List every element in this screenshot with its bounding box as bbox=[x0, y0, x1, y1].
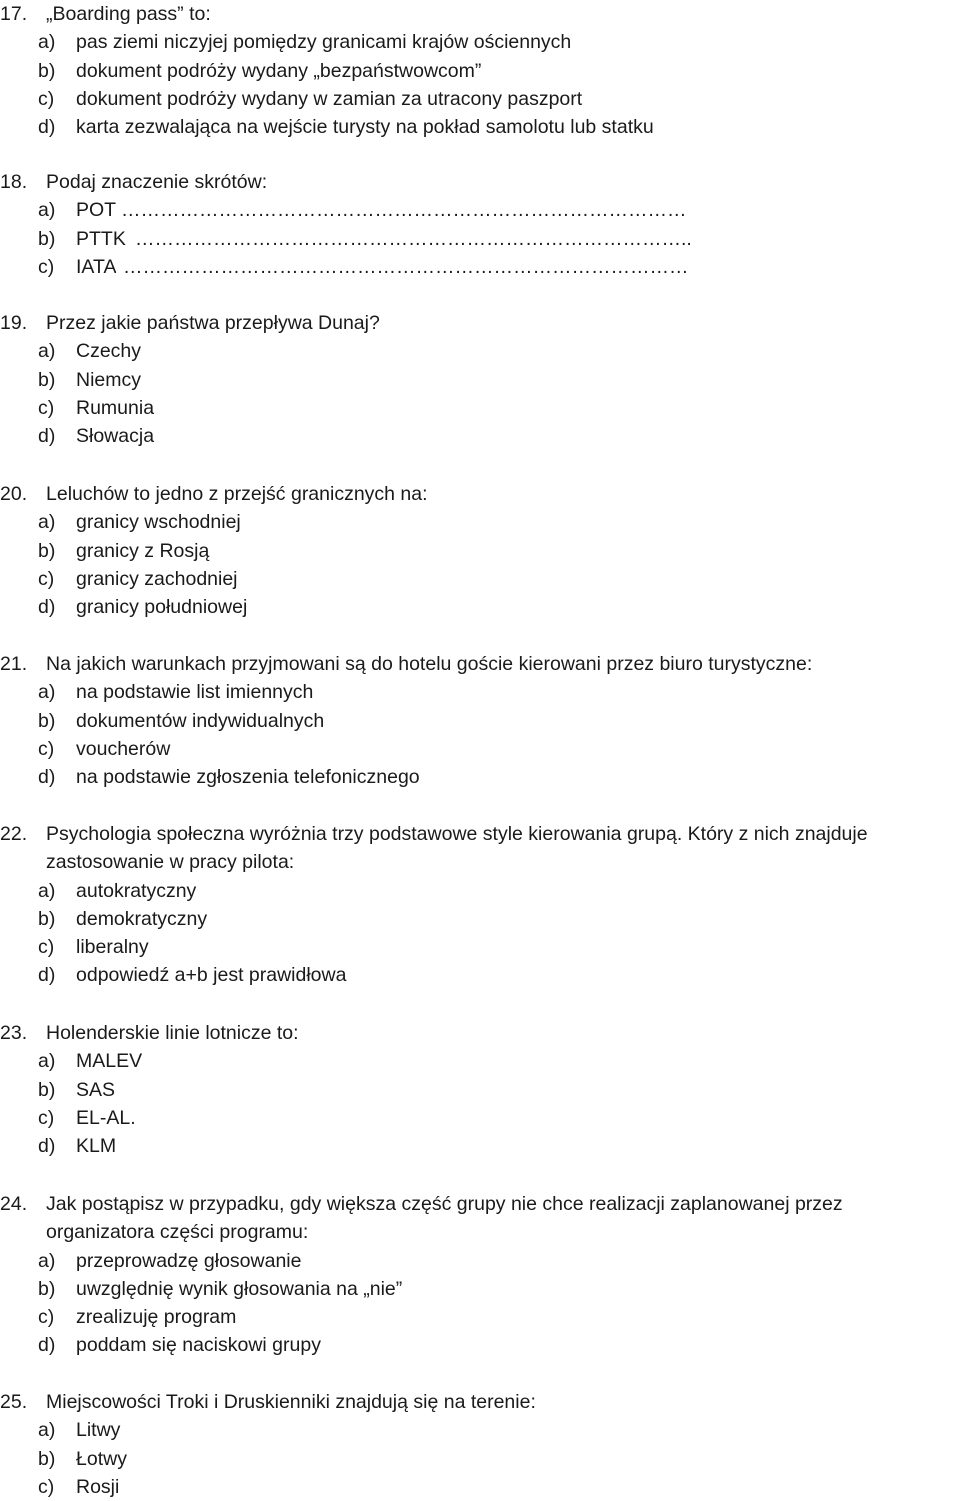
option-text: granicy południowej bbox=[76, 596, 248, 619]
option-letter: c) bbox=[38, 396, 55, 419]
question-text: Przez jakie państwa przepływa Dunaj? bbox=[46, 312, 380, 334]
answer-option bbox=[0, 1132, 955, 1160]
option-text: karta zezwalająca na wejście turysty na pokład samolotu lub statku bbox=[76, 116, 654, 139]
answer-option bbox=[0, 537, 955, 565]
option-letter: c) bbox=[38, 87, 55, 110]
option-text: demokratyczny bbox=[76, 907, 208, 930]
answer-option bbox=[0, 933, 955, 961]
option-text: przeprowadzę głosowanie bbox=[76, 1249, 302, 1272]
question-header bbox=[0, 480, 955, 508]
option-letter: a) bbox=[38, 199, 56, 222]
option-letter: b) bbox=[38, 1447, 56, 1470]
option-letter: b) bbox=[38, 227, 56, 250]
question-header bbox=[0, 650, 955, 678]
question-text: Na jakich warunkach przyjmowani są do hotelu goście kierowani przez biuro turystyczne: bbox=[46, 653, 813, 675]
answer-option bbox=[0, 1247, 955, 1275]
option-letter: a) bbox=[38, 879, 56, 902]
answer-option bbox=[0, 28, 955, 56]
question-23 bbox=[0, 1019, 955, 1160]
question-number: 25. bbox=[0, 1391, 28, 1413]
question-number: 18. bbox=[0, 171, 28, 193]
question-number: 20. bbox=[0, 483, 28, 505]
question-text: „Boarding pass” to: bbox=[46, 3, 211, 25]
question-19 bbox=[0, 309, 955, 450]
option-text: Czechy bbox=[76, 340, 142, 363]
answer-option bbox=[0, 1104, 955, 1132]
option-letter: d) bbox=[38, 425, 56, 448]
option-letter: b) bbox=[38, 1078, 56, 1101]
option-letter: a) bbox=[38, 1419, 56, 1442]
option-text: Łotwy bbox=[76, 1447, 127, 1470]
option-letter: c) bbox=[38, 1106, 55, 1129]
option-text: odpowiedź a+b jest prawidłowa bbox=[76, 964, 347, 987]
answer-blank-dots: ………………………………………………………………………….. bbox=[135, 227, 692, 250]
question-header bbox=[0, 309, 955, 337]
answer-option bbox=[0, 225, 955, 253]
answer-option bbox=[0, 1303, 955, 1331]
question-text-continuation bbox=[0, 848, 955, 876]
answer-option bbox=[0, 394, 955, 422]
answer-option bbox=[0, 1331, 955, 1359]
question-text: Leluchów to jedno z przejść granicznych na: bbox=[46, 483, 428, 505]
option-text: Słowacja bbox=[76, 425, 155, 448]
option-text: pas ziemi niczyjej pomiędzy granicami krajów ościennych bbox=[76, 31, 572, 54]
option-text: dokument podróży wydany „bezpaństwowcom” bbox=[76, 59, 482, 82]
answer-option bbox=[0, 85, 955, 113]
question-header bbox=[0, 168, 955, 196]
answer-option bbox=[0, 565, 955, 593]
question-number: 17. bbox=[0, 3, 28, 25]
option-letter: d) bbox=[38, 116, 56, 139]
option-letter: d) bbox=[38, 1334, 56, 1357]
option-letter: a) bbox=[38, 1050, 56, 1073]
answer-blank-dots: …………………………………………………………………………… bbox=[121, 199, 687, 222]
option-text: na podstawie zgłoszenia telefonicznego bbox=[76, 766, 420, 789]
answer-option bbox=[0, 253, 955, 281]
option-letter: a) bbox=[38, 511, 56, 534]
question-text: Podaj znaczenie skrótów: bbox=[46, 171, 268, 193]
option-letter: b) bbox=[38, 59, 56, 82]
option-letter: b) bbox=[38, 1277, 56, 1300]
option-letter: d) bbox=[38, 596, 56, 619]
option-text: Rumunia bbox=[76, 396, 155, 419]
question-number: 22. bbox=[0, 823, 28, 845]
question-number: 23. bbox=[0, 1022, 28, 1044]
option-text: EL-AL. bbox=[76, 1106, 136, 1129]
question-number: 19. bbox=[0, 312, 28, 334]
option-letter: b) bbox=[38, 368, 56, 391]
question-20 bbox=[0, 480, 955, 621]
option-letter: a) bbox=[38, 681, 56, 704]
option-text: Litwy bbox=[76, 1419, 121, 1442]
question-text: Holenderskie linie lotnicze to: bbox=[46, 1022, 299, 1044]
answer-option bbox=[0, 1473, 955, 1501]
option-letter: d) bbox=[38, 766, 56, 789]
question-text: Jak postąpisz w przypadku, gdy większa część grupy nie chce realizacji zaplanowanej przez bbox=[46, 1193, 843, 1215]
abbreviation-text: POT bbox=[76, 199, 117, 222]
option-text: dokumentów indywidualnych bbox=[76, 709, 325, 732]
option-text: granicy zachodniej bbox=[76, 567, 238, 590]
answer-option bbox=[0, 57, 955, 85]
option-text: liberalny bbox=[76, 936, 149, 959]
question-25 bbox=[0, 1388, 955, 1501]
answer-blank-dots: …………………………………………………………………………… bbox=[123, 255, 689, 278]
option-letter: b) bbox=[38, 539, 56, 562]
question-text-continuation bbox=[0, 1218, 955, 1246]
option-text: SAS bbox=[76, 1078, 116, 1101]
answer-option bbox=[0, 678, 955, 706]
question-header bbox=[0, 1019, 955, 1047]
answer-option bbox=[0, 961, 955, 989]
option-text: Rosji bbox=[76, 1475, 120, 1498]
answer-option bbox=[0, 508, 955, 536]
question-text: Psychologia społeczna wyróżnia trzy podstawowe style kierowania grupą. Który z nich znajduje bbox=[46, 823, 868, 845]
option-text: na podstawie list imiennych bbox=[76, 681, 314, 704]
option-letter: c) bbox=[38, 737, 55, 760]
answer-option bbox=[0, 1445, 955, 1473]
option-text: voucherów bbox=[76, 737, 171, 760]
question-text: organizatora części programu: bbox=[46, 1221, 309, 1244]
question-header bbox=[0, 1190, 955, 1218]
option-text: zrealizuję program bbox=[76, 1306, 237, 1329]
answer-option bbox=[0, 735, 955, 763]
answer-option bbox=[0, 905, 955, 933]
question-24 bbox=[0, 1190, 955, 1360]
option-text: dokument podróży wydany w zamian za utracony paszport bbox=[76, 87, 583, 110]
option-letter: d) bbox=[38, 964, 56, 987]
option-text: KLM bbox=[76, 1135, 117, 1158]
answer-option bbox=[0, 877, 955, 905]
question-22 bbox=[0, 820, 955, 990]
option-text: uwzględnię wynik głosowania na „nie” bbox=[76, 1277, 403, 1300]
answer-option bbox=[0, 422, 955, 450]
option-letter: a) bbox=[38, 1249, 56, 1272]
question-18 bbox=[0, 168, 955, 281]
abbreviation-text: IATA bbox=[76, 255, 117, 278]
option-letter: c) bbox=[38, 1475, 55, 1498]
abbreviation-text: PTTK bbox=[76, 227, 126, 250]
option-letter: b) bbox=[38, 709, 56, 732]
option-text: poddam się naciskowi grupy bbox=[76, 1334, 321, 1357]
question-21 bbox=[0, 650, 955, 791]
option-letter: a) bbox=[38, 340, 56, 363]
answer-option bbox=[0, 763, 955, 791]
answer-option bbox=[0, 113, 955, 141]
answer-option bbox=[0, 707, 955, 735]
question-text: zastosowanie w pracy pilota: bbox=[46, 851, 295, 874]
question-text: Miejscowości Troki i Druskienniki znajdują się na terenie: bbox=[46, 1391, 536, 1413]
option-letter: c) bbox=[38, 1306, 55, 1329]
answer-option bbox=[0, 337, 955, 365]
option-letter: c) bbox=[38, 255, 55, 278]
answer-option bbox=[0, 1275, 955, 1303]
option-letter: c) bbox=[38, 936, 55, 959]
option-letter: c) bbox=[38, 567, 55, 590]
question-17 bbox=[0, 0, 955, 141]
option-letter: d) bbox=[38, 1135, 56, 1158]
option-letter: b) bbox=[38, 907, 56, 930]
question-number: 21. bbox=[0, 653, 28, 675]
answer-option bbox=[0, 366, 955, 394]
question-header bbox=[0, 820, 955, 848]
answer-option bbox=[0, 593, 955, 621]
question-header bbox=[0, 1388, 955, 1416]
option-text: granicy z Rosją bbox=[76, 539, 210, 562]
option-letter: a) bbox=[38, 31, 56, 54]
option-text: MALEV bbox=[76, 1050, 143, 1073]
option-text: autokratyczny bbox=[76, 879, 197, 902]
answer-option bbox=[0, 1416, 955, 1444]
option-text: granicy wschodniej bbox=[76, 511, 241, 534]
answer-option bbox=[0, 1076, 955, 1104]
option-text: Niemcy bbox=[76, 368, 142, 391]
answer-option bbox=[0, 196, 955, 224]
question-number: 24. bbox=[0, 1193, 28, 1215]
question-header bbox=[0, 0, 955, 28]
answer-option bbox=[0, 1047, 955, 1075]
